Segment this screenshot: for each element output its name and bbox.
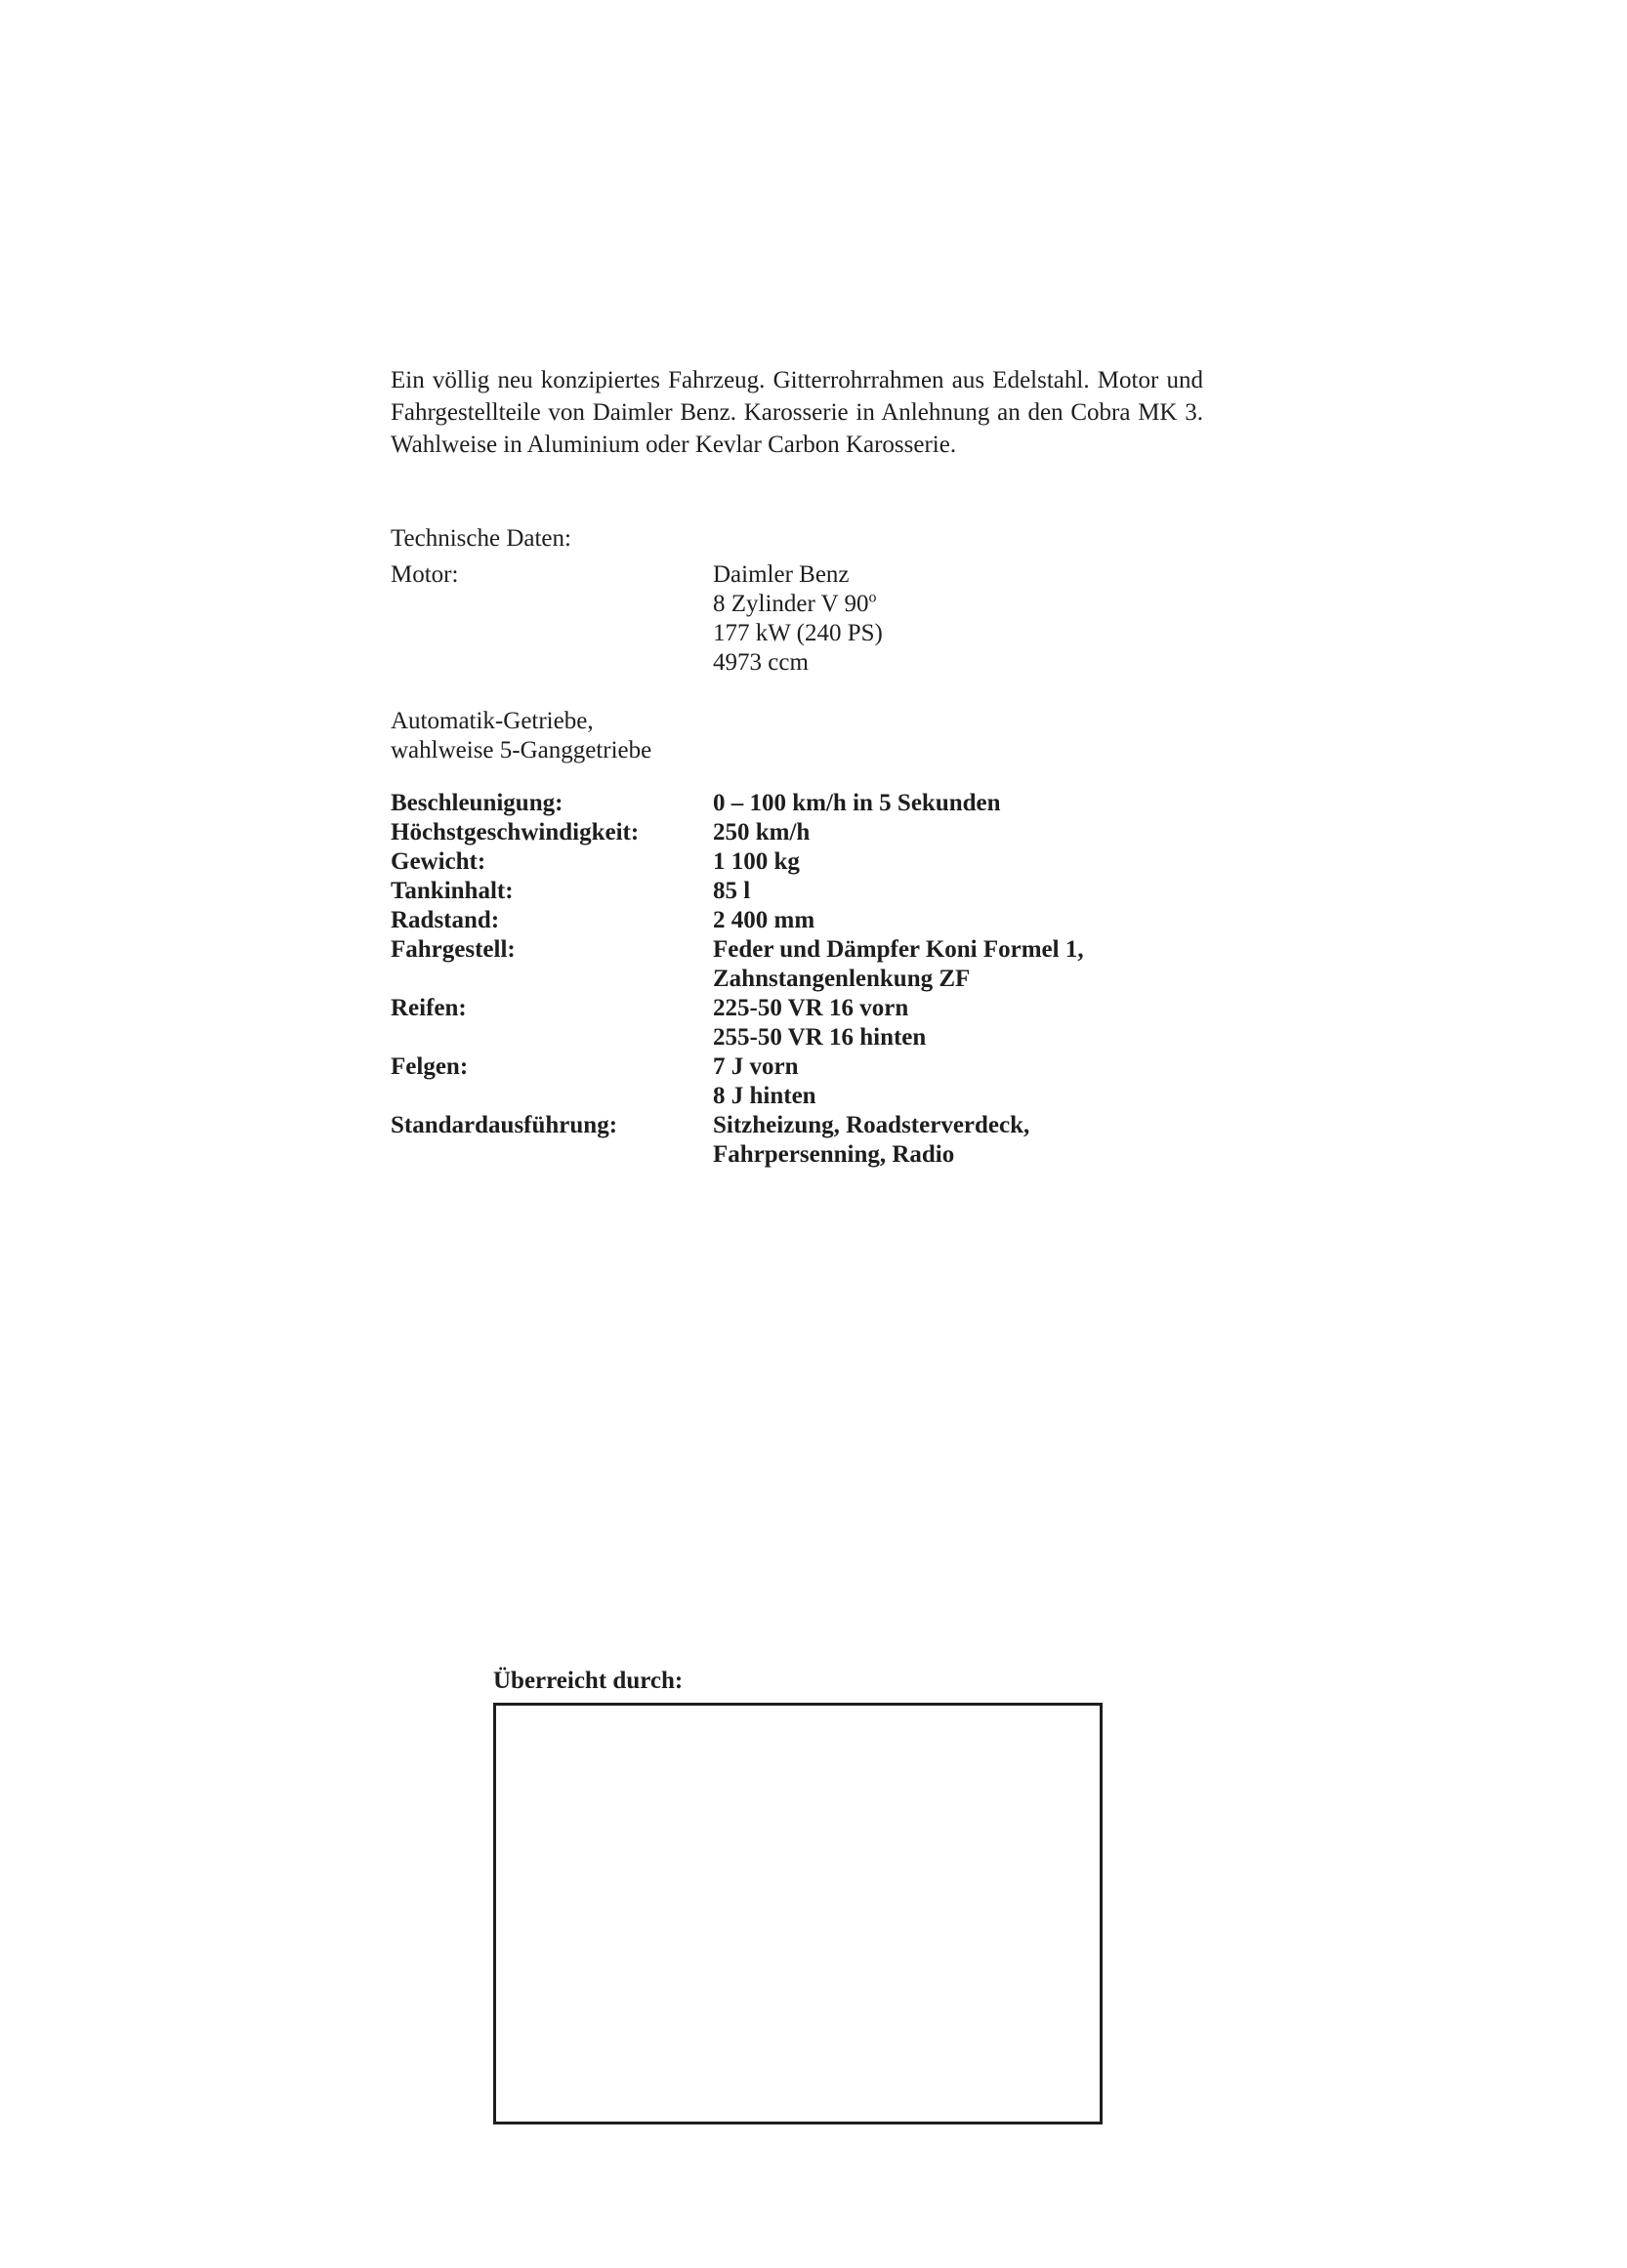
- spec-label: Beschleunigung:: [391, 790, 563, 816]
- spec-row: [391, 877, 1270, 906]
- spec-values: [713, 847, 1270, 877]
- spec-values: [713, 906, 1270, 935]
- spec-row: [391, 1052, 1270, 1111]
- spec-label: Fahrgestell:: [391, 936, 516, 963]
- spec-row: [391, 1111, 1270, 1170]
- spec-value: 7 J vorn: [713, 1053, 799, 1080]
- handover-label: Überreicht durch:: [493, 1668, 684, 1694]
- degree-mark: o: [868, 589, 877, 606]
- spec-row: [391, 847, 1270, 877]
- spec-label: Motor:: [391, 561, 459, 588]
- spec-value: 1 100 kg: [713, 848, 800, 875]
- spec-label: Standardausführung:: [391, 1112, 618, 1138]
- spec-value: 8 Zylinder V 90: [713, 591, 869, 617]
- spec-label: Radstand:: [391, 907, 500, 933]
- spec-value: 177 kW (240 PS): [713, 620, 883, 646]
- spec-value: 8 J hinten: [713, 1083, 816, 1109]
- spec-row: [391, 906, 1270, 935]
- spec-label: Reifen:: [391, 995, 467, 1021]
- spec-label: Höchstgeschwindigkeit:: [391, 819, 640, 845]
- spec-value-cylinders: [713, 590, 1270, 619]
- spec-row: [391, 994, 1270, 1052]
- spec-value: Daimler Benz: [713, 561, 850, 588]
- spec-values: [713, 994, 1270, 1052]
- spec-value: Feder und Dämpfer Koni Formel 1,: [713, 936, 1084, 963]
- spec-value: Sitzheizung, Roadsterverdeck,: [713, 1112, 1030, 1138]
- specs-table: [391, 560, 1270, 1170]
- spec-value: 225-50 VR 16 vorn: [713, 995, 909, 1021]
- spec-row: [391, 818, 1270, 847]
- gearbox-note: [391, 707, 1270, 765]
- spec-row-motor: [391, 560, 1270, 678]
- spec-label: Felgen:: [391, 1053, 469, 1080]
- spec-label: Gewicht:: [391, 848, 486, 875]
- spec-values: [713, 877, 1270, 906]
- spec-values: [713, 1111, 1270, 1170]
- spec-value: 85 l: [713, 878, 751, 904]
- spec-value: Zahnstangenlenkung ZF: [713, 966, 971, 992]
- handover-stamp-box: [493, 1703, 1103, 2124]
- spec-value: Fahrpersenning, Radio: [713, 1141, 955, 1168]
- spec-value: 255-50 VR 16 hinten: [713, 1024, 927, 1051]
- spec-values: [713, 789, 1270, 818]
- spec-value: 4973 ccm: [713, 649, 809, 676]
- specs-heading: Technische Daten:: [391, 525, 571, 552]
- spec-value: 0 – 100 km/h in 5 Sekunden: [713, 790, 1001, 816]
- spec-row: [391, 935, 1270, 994]
- spec-values: [713, 560, 1270, 678]
- spec-values: [713, 935, 1270, 994]
- gearbox-line: wahlweise 5-Ganggetriebe: [391, 737, 652, 763]
- intro-paragraph: Ein völlig neu konzipiertes Fahrzeug. Gitterrohrrahmen aus Edelstahl. Motor und Fahrgestellteile von Daimler Benz. Karosserie in Anlehnung an den Cobra MK 3. Wahlweise in Aluminium oder Kevlar Carbon Karosserie.: [391, 367, 1203, 458]
- spec-value: 250 km/h: [713, 819, 811, 845]
- gearbox-line: Automatik-Getriebe,: [391, 708, 594, 734]
- spec-rows: [391, 789, 1270, 1170]
- spec-label: Tankinhalt:: [391, 878, 514, 904]
- spec-row: [391, 789, 1270, 818]
- spec-value: 2 400 mm: [713, 907, 815, 933]
- spec-values: [713, 818, 1270, 847]
- spec-values: [713, 1052, 1270, 1111]
